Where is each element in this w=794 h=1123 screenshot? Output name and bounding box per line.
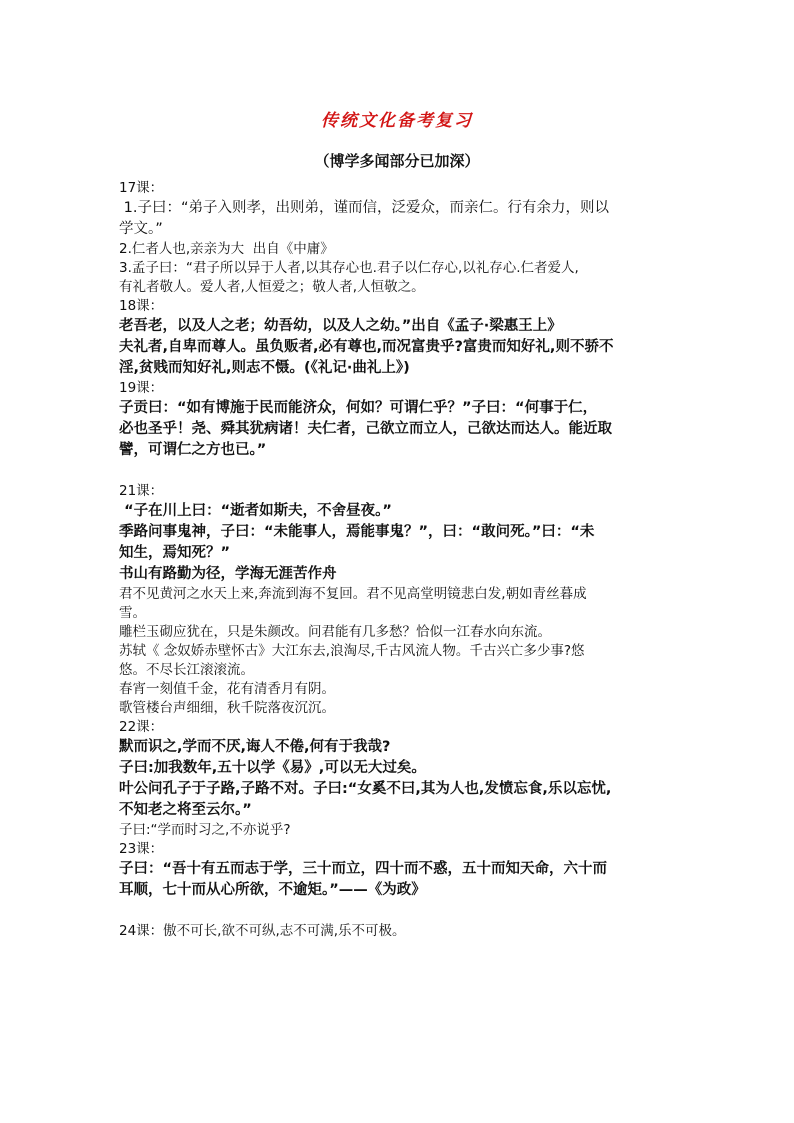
text-line: 19课： <box>119 380 164 396</box>
text-line: 叶公问孔子于子路,子路不对。子曰:“女奚不曰,其为人也,发愤忘食,乐以忘忧, <box>119 781 612 797</box>
text-line: 1.子曰：“弟子入则孝，出则弟，谨而信，泛爱众，而亲仁。行有余力，则以 <box>119 200 609 216</box>
text-line: 学文。” <box>119 221 163 237</box>
text-line: 必也圣乎！尧、舜其犹病诸！夫仁者，己欲立而立人，己欲达而达人。能近取 <box>119 421 612 437</box>
document-title: 传统文化备考复习 <box>321 111 473 131</box>
text-line: 书山有路勤为径，学海无涯苦作舟 <box>119 566 337 582</box>
text-line: 君不见黄河之水天上来,奔流到海不复回。君不见高堂明镜悲白发,朝如青丝暮成 <box>119 586 587 602</box>
text-line: 子贡曰：“如有博施于民而能济众，何如？可谓仁乎？”子曰：“何事于仁， <box>119 400 598 416</box>
blank-line <box>119 901 679 922</box>
text-line: 季路问事鬼神，子曰：“未能事人，焉能事鬼？”，曰：“敢问死。”曰：“未 <box>119 524 595 540</box>
document-body <box>119 179 679 941</box>
text-line: 不知老之将至云尔。” <box>119 802 252 818</box>
text-line: 知生，焉知死？” <box>119 545 231 561</box>
text-line: 17课： <box>119 180 164 196</box>
text-line: “子在川上曰：“逝者如斯夫，不舍昼夜。” <box>119 503 392 519</box>
text-line: 21课： <box>119 483 164 499</box>
text-line: 子曰：“吾十有五而志于学，三十而立，四十而不惑，五十而知天命，六十而 <box>119 861 608 877</box>
text-line: 老吾老，以及人之老；幼吾幼，以及人之幼。”出自《孟子·梁惠王上》 <box>119 318 562 334</box>
text-line: 22课： <box>119 719 164 735</box>
text-line: 歌管楼台声细细，秋千院落夜沉沉。 <box>119 700 335 716</box>
text-line: 18课： <box>119 298 164 314</box>
text-line: 淫,贫贱而知好礼,则志不慑。(《礼记·曲礼上》) <box>119 360 410 376</box>
blank-line <box>119 461 679 482</box>
document-subtitle: （博学多闻部分已加深） <box>314 152 480 170</box>
text-line: 悠。不尽长江滚滚流。 <box>119 662 254 678</box>
text-line: 子曰:加我数年,五十以学《易》,可以无大过矣。 <box>119 760 426 776</box>
text-line: 24课：傲不可长,欲不可纵,志不可满,乐不可极。 <box>119 923 406 939</box>
text-line: 春宵一刻值千金，花有清香月有阴。 <box>119 681 335 697</box>
text-line: 3.孟子曰：“君子所以异于人者,以其存心也.君子以仁存心,以礼存心.仁者爱人, <box>119 260 579 276</box>
text-line: 苏轼《 念奴娇赤壁怀古》大江东去,浪淘尽,千古风流人物。千古兴亡多少事?悠 <box>119 643 585 659</box>
text-line: 耳顺，七十而从心所欲，不逾矩。”——《为政》 <box>119 882 426 898</box>
text-line: 夫礼者,自卑而尊人。虽负贩者,必有尊也,而况富贵乎?富贵而知好礼,则不骄不 <box>119 339 614 355</box>
text-line: 雪。 <box>119 605 146 621</box>
text-line: 雕栏玉砌应犹在，只是朱颜改。问君能有几多愁？恰似一江春水向东流。 <box>119 624 551 640</box>
text-line: 默而识之,学而不厌,诲人不倦,何有于我哉? <box>119 739 391 755</box>
text-line: 子曰:“学而时习之,不亦说乎? <box>119 822 291 838</box>
text-line: 有礼者敬人。爱人者,人恒爱之；敬人者,人恒敬之。 <box>119 279 425 295</box>
text-line: 2.仁者人也,亲亲为大 出自《中庸》 <box>119 241 334 257</box>
text-line: 譬，可谓仁之方也已。” <box>119 442 267 458</box>
text-line: 23课： <box>119 841 164 857</box>
